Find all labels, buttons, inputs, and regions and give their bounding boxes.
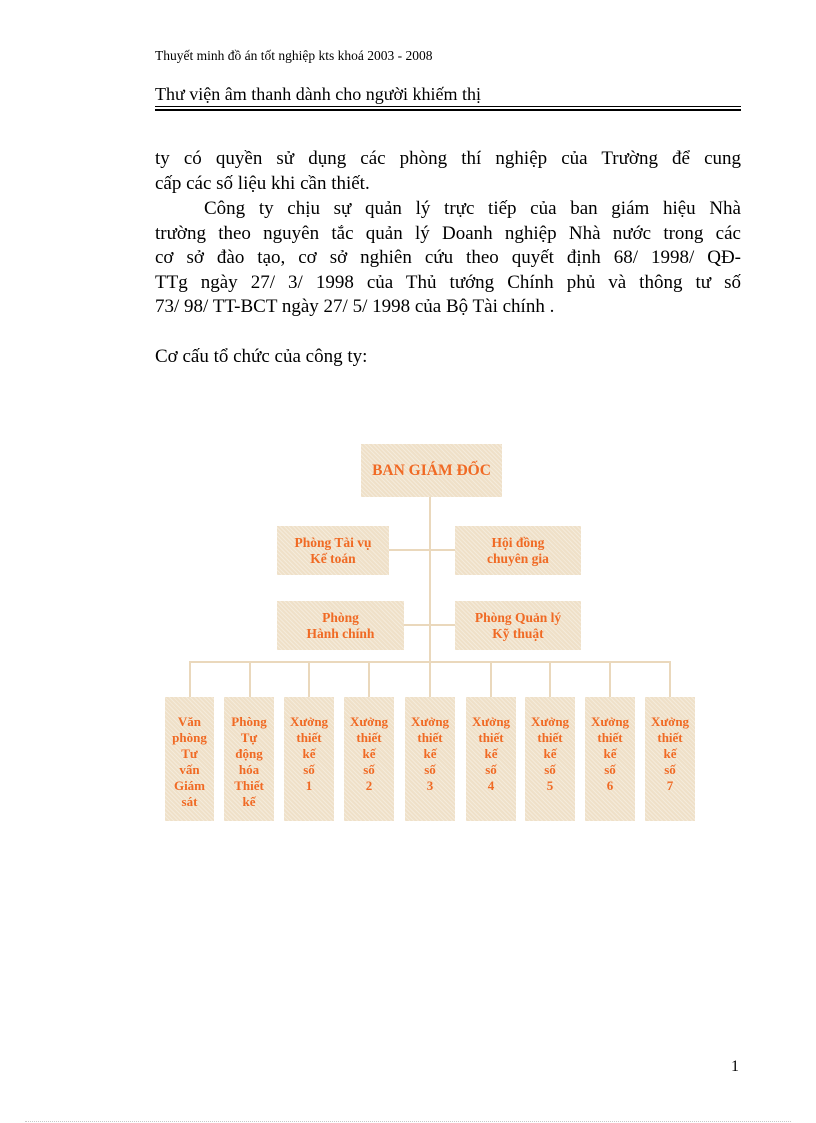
box-automation-department — [224, 697, 274, 821]
box-label: Xưởng thiết kế số 6 — [590, 714, 630, 793]
box-label: BAN GIÁM ĐỐC — [372, 461, 491, 479]
header-rule-thick — [155, 109, 741, 111]
org-chart-caption: Cơ cấu tổ chức của công ty: — [155, 346, 368, 367]
box-board-of-directors — [361, 444, 502, 497]
header-doc-title: Thuyết minh đồ án tốt nghiệp kts khoá 2003 - 2008 — [155, 48, 433, 63]
box-design-workshop-5 — [525, 697, 575, 821]
box-design-workshop-4 — [466, 697, 516, 821]
paragraph-2-line: trường theo nguyên tắc quản lý Doanh nghiệp Nhà nước trong các — [155, 222, 741, 244]
box-expert-council — [455, 526, 581, 575]
box-label: Xưởng thiết kế số 3 — [410, 714, 450, 793]
box-technical-management — [455, 601, 581, 650]
box-label: Xưởng thiết kế số 5 — [530, 714, 570, 793]
paragraph-2-line: Công ty chịu sự quản lý trực tiếp của ban giám hiệu Nhà — [204, 198, 741, 219]
unit-connector — [368, 661, 370, 697]
chart-trunk-line — [429, 497, 431, 662]
page-number: 1 — [731, 1058, 739, 1075]
box-label: Phòng Tài vụ Kế toán — [294, 534, 372, 566]
paragraph-2-line: 73/ 98/ TT-BCT ngày 27/ 5/ 1998 của Bộ Tài chính . — [155, 296, 555, 317]
box-label: Phòng Tự động hóa Thiết kế — [231, 714, 267, 809]
unit-connector — [308, 661, 310, 697]
paragraph-1-line: ty có quyền sử dụng các phòng thí nghiệp của Trường để cung — [155, 148, 741, 169]
box-label: Xưởng thiết kế số 1 — [289, 714, 329, 793]
paragraph-1-line: cấp các số liệu khi cần thiết. — [155, 172, 370, 194]
box-consulting-office — [165, 697, 214, 821]
paragraph-2 — [155, 197, 741, 320]
box-design-workshop-3 — [405, 697, 455, 821]
box-label: Văn phòng Tư vấn Giám sát — [172, 714, 207, 809]
paragraph-1 — [155, 147, 741, 196]
unit-connector — [189, 661, 191, 697]
unit-connector — [609, 661, 611, 697]
box-design-workshop-2 — [344, 697, 394, 821]
header-project-title: Thư viện âm thanh dành cho người khiếm thị — [155, 84, 481, 104]
unit-connector — [669, 661, 671, 697]
box-label: Phòng Quản lý Kỹ thuật — [474, 609, 562, 641]
paragraph-2-line: cơ sở đào tạo, cơ sở nghiên cứu theo quyết định 68/ 1998/ QĐ- — [155, 247, 741, 268]
paragraph-2-line: TTg ngày 27/ 3/ 1998 của Thủ tướng Chính phủ và thông tư số — [155, 271, 741, 293]
box-design-workshop-7 — [645, 697, 695, 821]
footer-dotted-rule — [25, 1121, 791, 1122]
box-design-workshop-1 — [284, 697, 334, 821]
box-label: Xưởng thiết kế số 7 — [650, 714, 690, 793]
box-design-workshop-6 — [585, 697, 635, 821]
box-label: Hội đồng chuyên gia — [487, 534, 549, 566]
box-label: Xưởng thiết kế số 4 — [471, 714, 511, 793]
box-finance-accounting — [277, 526, 389, 575]
unit-connector — [490, 661, 492, 697]
header-rule-thin — [155, 106, 741, 107]
box-label: Xưởng thiết kế số 2 — [349, 714, 389, 793]
chart-branch-line-2 — [404, 624, 455, 626]
unit-connector — [249, 661, 251, 697]
box-administration — [277, 601, 404, 650]
box-label: Phòng Hành chính — [306, 609, 375, 641]
unit-connector — [429, 661, 431, 697]
unit-connector — [549, 661, 551, 697]
chart-branch-line-1 — [389, 549, 455, 551]
